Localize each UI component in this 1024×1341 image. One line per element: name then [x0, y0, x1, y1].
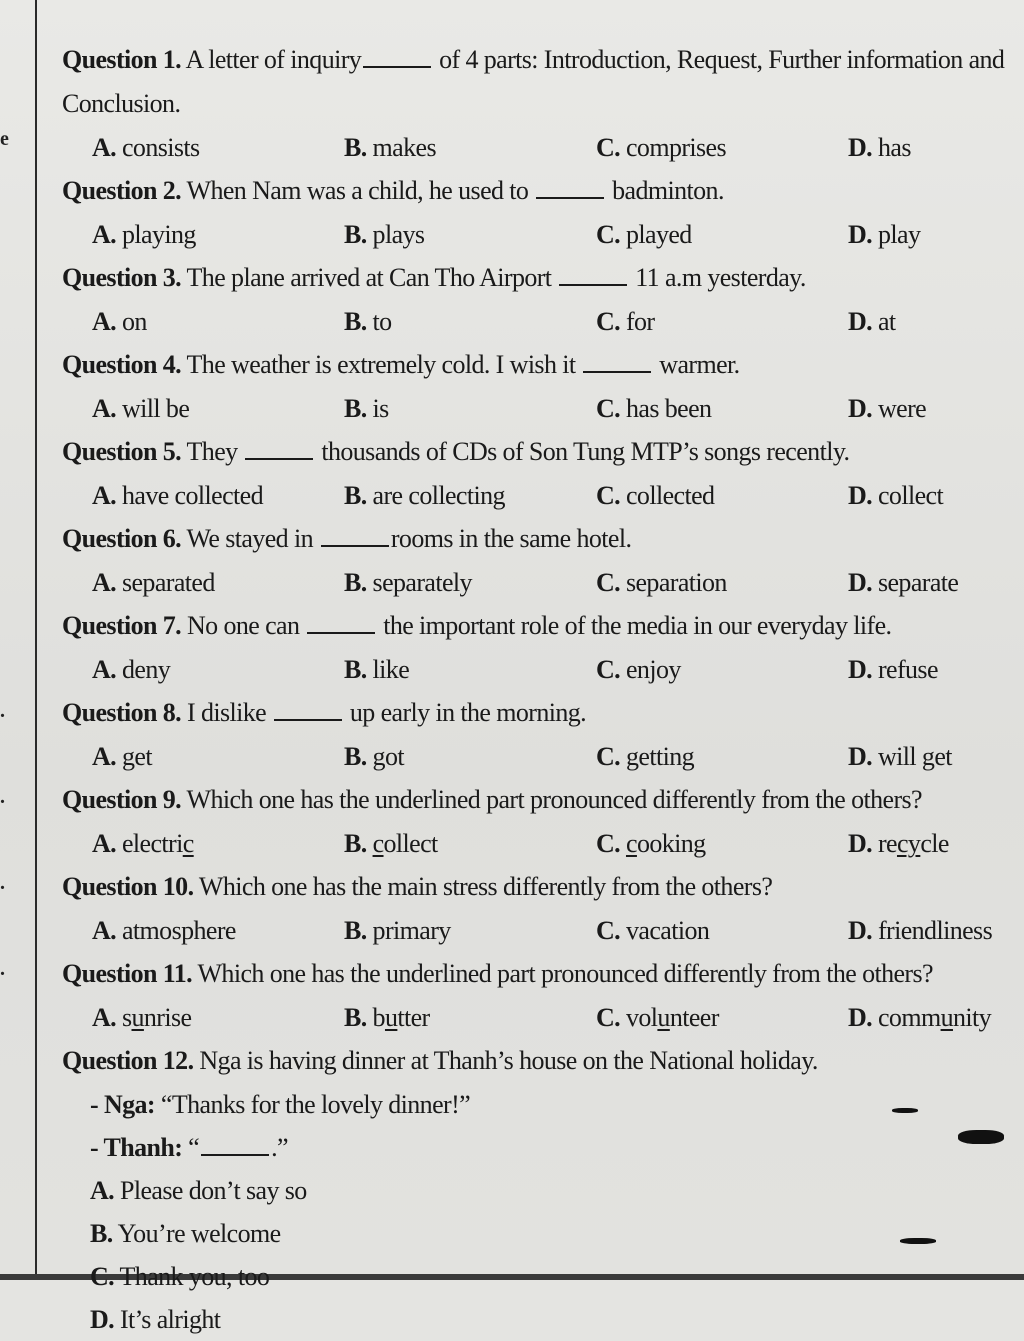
question-number: Question 4.: [62, 350, 182, 379]
option-text: will be: [116, 394, 190, 423]
option-text: got: [366, 742, 404, 771]
option-letter: B.: [344, 829, 367, 858]
margin-mark: .: [0, 786, 5, 808]
option-c[interactable]: [596, 561, 848, 604]
option-b[interactable]: [344, 213, 596, 256]
option-b[interactable]: [344, 909, 596, 952]
option-letter: A.: [92, 481, 117, 510]
question-number: Question 5.: [62, 437, 182, 466]
option-letter: D.: [90, 1305, 115, 1334]
question-number: Question 2.: [62, 176, 182, 205]
option-c[interactable]: [596, 822, 848, 865]
underlined-part: u: [384, 1003, 398, 1032]
option-letter: D.: [848, 133, 873, 162]
option-text: electri: [116, 829, 183, 858]
option-letter: B.: [344, 1003, 367, 1032]
option-text: consists: [116, 133, 200, 162]
option-letter: D.: [848, 742, 873, 771]
question-text: warmer.: [653, 350, 740, 379]
option-text: s: [116, 1003, 132, 1032]
question-text: They: [181, 437, 244, 466]
option-letter: D.: [848, 220, 873, 249]
option-text: deny: [116, 655, 171, 684]
question-text: Nga is having dinner at Thanh’s house on the National holiday.: [193, 1046, 818, 1075]
underlined-part: cy: [896, 829, 921, 858]
option-a[interactable]: [92, 822, 344, 865]
option-letter: A.: [92, 307, 117, 336]
option-text: ollect: [383, 829, 438, 858]
option-letter: B.: [90, 1219, 113, 1248]
question-text: of 4 parts: Introduction, Request, Further information and Conclusion.: [62, 45, 1005, 118]
option-text: has been: [620, 394, 712, 423]
option-letter: C.: [596, 742, 621, 771]
option-text: getting: [620, 742, 694, 771]
option-text: nity: [952, 1003, 992, 1032]
option-text: separation: [620, 568, 727, 597]
option-letter: B.: [344, 742, 367, 771]
option-d[interactable]: [848, 213, 1008, 256]
option-text: nrise: [143, 1003, 192, 1032]
option-c[interactable]: [90, 1255, 590, 1298]
option-b[interactable]: [344, 561, 596, 604]
option-b[interactable]: [344, 822, 596, 865]
option-text: play: [872, 220, 921, 249]
question-5: [62, 430, 1012, 474]
option-text: were: [872, 394, 927, 423]
question-text: badminton.: [606, 176, 724, 205]
options-row: [62, 387, 1012, 430]
option-text: for: [620, 307, 655, 336]
speaker-label: - Thanh:: [90, 1133, 183, 1162]
question-4: [62, 343, 1012, 387]
option-text: plays: [366, 220, 425, 249]
dialog-line-thanh: [62, 1126, 1012, 1169]
option-letter: C.: [596, 916, 621, 945]
option-b[interactable]: [344, 996, 596, 1039]
option-c[interactable]: [596, 474, 848, 517]
option-letter: A.: [92, 742, 117, 771]
question-10: [62, 865, 1012, 909]
option-letter: C.: [596, 394, 621, 423]
margin-mark: .: [0, 958, 5, 980]
option-text: ooking: [636, 829, 706, 858]
option-text: playing: [116, 220, 196, 249]
question-number: Question 9.: [62, 785, 182, 814]
option-a[interactable]: [92, 387, 344, 430]
option-letter: A.: [92, 655, 117, 684]
option-a[interactable]: [92, 300, 344, 343]
option-c[interactable]: [596, 909, 848, 952]
margin-mark: .: [0, 700, 5, 722]
option-letter: A.: [92, 220, 117, 249]
question-text: The plane arrived at Can Tho Airport: [181, 263, 558, 292]
underlined-part: u: [940, 1003, 953, 1032]
option-c[interactable]: [596, 387, 848, 430]
option-d[interactable]: [848, 735, 1008, 778]
answer-blank[interactable]: [307, 610, 375, 634]
underlined-part: u: [657, 1003, 670, 1032]
option-text: on: [116, 307, 147, 336]
answer-blank[interactable]: [274, 697, 342, 721]
question-number: Question 3.: [62, 263, 182, 292]
question-2: [62, 169, 1012, 213]
question-number: Question 1.: [62, 45, 182, 74]
option-letter: C.: [596, 220, 621, 249]
underlined-part: c: [182, 829, 194, 858]
option-letter: B.: [344, 220, 367, 249]
option-letter: D.: [848, 916, 873, 945]
question-text: up early in the morning.: [343, 698, 587, 727]
answer-blank[interactable]: [583, 349, 651, 373]
options-row: [62, 213, 1012, 256]
option-text: will get: [872, 742, 952, 771]
question-9: [62, 778, 1012, 822]
question-number: Question 7.: [62, 611, 182, 640]
option-b[interactable]: [344, 735, 596, 778]
option-text: friendliness: [872, 916, 993, 945]
option-a[interactable]: [92, 909, 344, 952]
option-a[interactable]: [92, 648, 344, 691]
option-text: at: [872, 307, 896, 336]
option-d[interactable]: [90, 1298, 590, 1341]
option-text: vacation: [620, 916, 710, 945]
option-letter: A.: [92, 394, 117, 423]
dialog-line-nga: [62, 1083, 1012, 1126]
question-8: [62, 691, 1012, 735]
question-text: thousands of CDs of Son Tung MTP’s songs recently.: [315, 437, 850, 466]
underlined-part: u: [131, 1003, 144, 1032]
question-6: [62, 517, 1012, 561]
question-text: Which one has the underlined part pronounced differently from the others?: [192, 959, 933, 988]
option-b[interactable]: [344, 648, 596, 691]
question-text: A letter of inquiry: [181, 45, 362, 74]
option-a[interactable]: [92, 213, 344, 256]
question-number: Question 6.: [62, 524, 182, 553]
option-text: collect: [872, 481, 944, 510]
option-letter: B.: [344, 916, 367, 945]
option-text: comprises: [620, 133, 727, 162]
question-3: [62, 256, 1012, 300]
option-d[interactable]: [848, 909, 1008, 952]
option-d[interactable]: [848, 648, 1008, 691]
option-letter: C.: [596, 307, 621, 336]
option-d[interactable]: [848, 474, 1008, 517]
option-text: separate: [872, 568, 959, 597]
option-b[interactable]: [344, 126, 596, 169]
options-row: [62, 822, 1012, 865]
option-text: collected: [620, 481, 715, 510]
option-text: comm: [872, 1003, 941, 1032]
option-letter: C.: [90, 1262, 115, 1291]
question-1: [62, 38, 1012, 126]
margin-mark: .: [0, 872, 5, 894]
option-letter: D.: [848, 1003, 873, 1032]
speaker-label: - Nga:: [90, 1090, 155, 1119]
question-text: The weather is extremely cold. I wish it: [181, 350, 582, 379]
question-11: [62, 952, 1012, 996]
answer-blank[interactable]: [536, 175, 604, 199]
dialog-text: .”: [271, 1133, 288, 1162]
option-text: get: [116, 742, 152, 771]
option-c[interactable]: [596, 648, 848, 691]
option-d[interactable]: [848, 300, 1008, 343]
question-text: Which one has the underlined part pronounced differently from the others?: [181, 785, 922, 814]
option-letter: D.: [848, 481, 873, 510]
option-text: makes: [366, 133, 436, 162]
option-text: You’re welcome: [112, 1219, 281, 1248]
option-text: primary: [366, 916, 451, 945]
underlined-part: c: [625, 829, 637, 858]
option-c[interactable]: [596, 213, 848, 256]
option-text: enjoy: [620, 655, 681, 684]
answer-blank[interactable]: [321, 523, 389, 547]
options-row: [62, 909, 1012, 952]
question-text: I dislike: [181, 698, 272, 727]
option-letter: D.: [848, 829, 873, 858]
option-c[interactable]: [596, 996, 848, 1039]
option-text: is: [366, 394, 389, 423]
option-b[interactable]: [344, 300, 596, 343]
option-text: have collected: [116, 481, 263, 510]
margin-mark: e: [0, 128, 9, 150]
options-row: [62, 126, 1012, 169]
question-text: 11 a.m yesterday.: [629, 263, 806, 292]
option-letter: D.: [848, 394, 873, 423]
option-letter: B.: [344, 568, 367, 597]
option-text: refuse: [872, 655, 938, 684]
options-row: [62, 735, 1012, 778]
option-c[interactable]: [596, 126, 848, 169]
option-d[interactable]: [848, 822, 1008, 865]
option-text: vol: [620, 1003, 658, 1032]
option-text: tter: [397, 1003, 430, 1032]
question-text: We stayed in: [181, 524, 319, 553]
option-letter: D.: [848, 307, 873, 336]
option-a[interactable]: [92, 735, 344, 778]
question-text: rooms in the same hotel.: [390, 524, 632, 553]
option-letter: C.: [596, 1003, 621, 1032]
option-text: like: [366, 655, 410, 684]
option-text: Thank you, too: [114, 1262, 270, 1291]
option-a[interactable]: [92, 126, 344, 169]
option-text: re: [872, 829, 897, 858]
option-letter: A.: [90, 1176, 115, 1205]
option-d[interactable]: [848, 126, 1008, 169]
option-letter: D.: [848, 655, 873, 684]
question-number: Question 11.: [62, 959, 193, 988]
question-text: When Nam was a child, he used to: [181, 176, 535, 205]
question-7: [62, 604, 1012, 648]
option-text: separately: [366, 568, 472, 597]
question-number: Question 12.: [62, 1046, 194, 1075]
question-text: No one can: [181, 611, 306, 640]
question-text: the important role of the media in our everyday life.: [377, 611, 892, 640]
option-letter: A.: [92, 133, 117, 162]
question-list: [62, 38, 1012, 1341]
option-text: to: [366, 307, 392, 336]
option-text: are collecting: [366, 481, 505, 510]
option-letter: D.: [848, 568, 873, 597]
answer-blank[interactable]: [363, 44, 431, 68]
option-text: b: [366, 1003, 385, 1032]
option-a[interactable]: [92, 561, 344, 604]
option-b[interactable]: [344, 387, 596, 430]
option-c[interactable]: [596, 735, 848, 778]
answer-blank[interactable]: [245, 436, 313, 460]
option-letter: C.: [596, 829, 621, 858]
margin-line: [35, 0, 37, 1280]
dialog-text: “: [182, 1133, 200, 1162]
option-letter: C.: [596, 133, 621, 162]
options-row: [62, 474, 1012, 517]
option-a[interactable]: [92, 996, 344, 1039]
option-letter: B.: [344, 655, 367, 684]
option-letter: A.: [92, 1003, 117, 1032]
option-d[interactable]: [848, 561, 1008, 604]
option-a[interactable]: [92, 474, 344, 517]
option-letter: C.: [596, 481, 621, 510]
question-number: Question 8.: [62, 698, 182, 727]
options-row: [62, 996, 1012, 1039]
options-row: [62, 561, 1012, 604]
option-text: It’s alright: [114, 1305, 221, 1334]
option-text: separated: [116, 568, 215, 597]
option-letter: A.: [92, 916, 117, 945]
option-letter: A.: [92, 568, 117, 597]
option-d[interactable]: [848, 387, 1008, 430]
options-row: [62, 300, 1012, 343]
question-text: Which one has the main stress differently from the others?: [193, 872, 773, 901]
options-row: [62, 648, 1012, 691]
option-c[interactable]: [596, 300, 848, 343]
option-b[interactable]: [90, 1212, 590, 1255]
option-letter: C.: [596, 655, 621, 684]
option-letter: B.: [344, 133, 367, 162]
option-text: cle: [920, 829, 949, 858]
option-letter: C.: [596, 568, 621, 597]
option-text: has: [872, 133, 911, 162]
option-a[interactable]: [90, 1169, 590, 1212]
option-text: Please don’t say so: [114, 1176, 307, 1205]
dialog-text: “Thanks for the lovely dinner!”: [155, 1090, 471, 1119]
question-12: [62, 1039, 1012, 1083]
option-letter: B.: [344, 394, 367, 423]
underlined-part: c: [372, 829, 384, 858]
option-letter: B.: [344, 307, 367, 336]
option-text: nteer: [669, 1003, 719, 1032]
option-letter: A.: [92, 829, 117, 858]
answer-blank[interactable]: [201, 1132, 269, 1156]
answer-blank[interactable]: [559, 262, 627, 286]
option-b[interactable]: [344, 474, 596, 517]
option-text: atmosphere: [116, 916, 236, 945]
question-number: Question 10.: [62, 872, 194, 901]
option-letter: B.: [344, 481, 367, 510]
option-d[interactable]: [848, 996, 1008, 1039]
option-text: played: [620, 220, 692, 249]
options-grid: [62, 1169, 1012, 1341]
